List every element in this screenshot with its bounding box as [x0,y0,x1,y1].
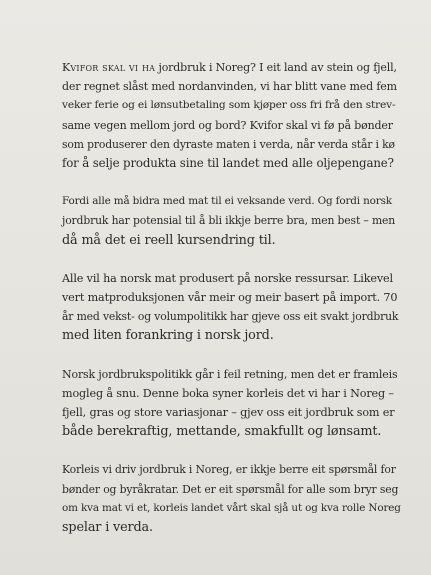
text-line: bønder og byråkratar. Det er eit spørsmål for alle som bryr seg [62,482,399,496]
text-line: då må det ei reell kursendring til. [62,232,276,248]
text-line: fjell, gras og store variasjonar – gjev oss eit jordbruk som er [62,406,395,420]
text-line: veker ferie og ei lønsutbetaling som kjøper oss fri frå den strev- [62,99,396,112]
text-line: Norsk jordbrukspolitikk går i feil retning, men det er framleis [62,367,398,381]
text-line: Kvifor skal vi ha jordbruk i Noreg? I eit land av stein og fjell, [62,61,397,74]
text-line: vert matproduksjonen vår meir og meir basert på import. 70 [62,291,398,305]
paragraph-3 [62,269,399,346]
text-line: både berekraftig, mettande, smakfullt og lønsamt. [62,424,382,440]
text-line: som produserer den dyraste maten i verda, når verda står i kø [62,137,395,151]
text-line: jordbruk har potensial til å bli ikkje berre bra, men best – men [62,214,396,228]
text-line: same vegen mellom jord og bord? Kvifor skal vi fø på bønder [62,118,393,132]
text-line: om kva mat vi et, korleis landet vårt skal sjå ut og kva rolle Noreg [62,501,401,514]
text-line: Alle vil ha norsk mat produsert på norske ressursar. Likevel [62,271,393,285]
text-line: der regnet slåst med nordanvinden, vi har blitt vane med fem [62,80,397,94]
text-line: med liten forankring i norsk jord. [62,328,274,344]
text-line: for å selje produkta sine til landet med alle oljepengane? [62,156,394,171]
text-line: mogleg å snu. Denne boka syner korleis det vi har i Noreg – [62,386,394,400]
paragraph-2 [62,192,394,250]
paragraph-1 [62,58,397,173]
blurb-text [62,58,401,556]
text-line: Fordi alle må bidra med mat til ei veksande verd. Og fordi norsk [62,195,392,208]
paragraph-5 [62,460,401,537]
lead-in-smallcaps: Kvifor skal vi ha [62,61,156,74]
text-line: spelar i verda. [62,520,153,536]
text-line: år med vekst- og volumpolitikk har gjeve oss eit svakt jordbruk [62,310,399,324]
text-line: Korleis vi driv jordbruk i Noreg, er ikkje berre eit spørsmål for [62,463,396,477]
paragraph-4 [62,365,398,442]
